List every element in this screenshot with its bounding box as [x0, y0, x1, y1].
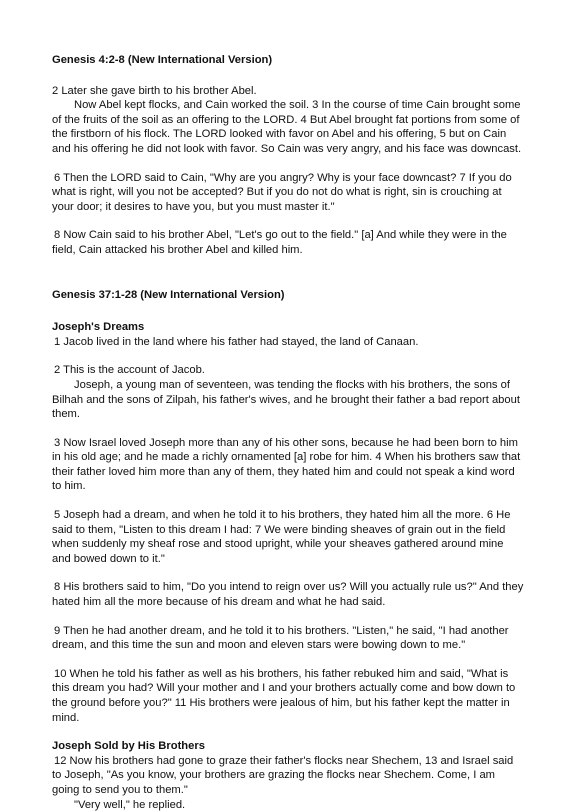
verse-paragraph: 12 Now his brothers had gone to graze their father's flocks near Shechem, 13 and Israel said to Joseph, "As you know, your brothers are grazing the flocks near Shechem. Come, I am going to send you to them." [52, 754, 514, 796]
verse-paragraph: 8 Now Cain said to his brother Abel, "Let's go out to the field." [a] And while they were in the field, Cain attacked his brother Abel and killed him. [52, 229, 507, 256]
verse-paragraph: Now Abel kept flocks, and Cain worked the soil. 3 In the course of time Cain brought some of the fruits of the soil as an offering to the LORD. 4 But Abel brought fat portions from some of the firstborn of his flock. The LORD looked with favor on Abel and his offering, 5 but on Cain and his offering he did not look with favor. So Cain was very angry, and his face was downcast. [52, 99, 522, 155]
section-heading: Genesis 37:1-28 (New International Version) [52, 288, 285, 301]
verse-paragraph: 10 When he told his father as well as his brothers, his father rebuked him and said, "What is this dream you had? Will your mother and I and your brothers actually come and bow down to the ground before you?" 11 His brothers were jealous of him, but his father kept the matter in mind. [52, 667, 516, 724]
verse-paragraph: 8 His brothers said to him, "Do you intend to reign over us? Will you actually rule us?" And they hated him all the more because of his dream and what he had said. [52, 581, 524, 609]
verse-paragraph: 2 This is the account of Jacob. [54, 364, 205, 377]
subsection-heading: Joseph's Dreams [52, 321, 145, 334]
verse-paragraph: "Very well," he replied. [74, 798, 186, 811]
section-genesis-37 [52, 288, 525, 812]
verse-paragraph: 6 Then the LORD said to Cain, "Why are you angry? Why is your face downcast? 7 If you do what is right, will you not be accepted? But if you do not do what is right, sin is crouching at your door; it desires to have you, but you must master it." [52, 171, 512, 213]
verse-paragraph: 5 Joseph had a dream, and when he told it to his brothers, they hated him all the more. 6 He said to them, "Listen to this dream I had: 7 We were binding sheaves of grain out in the field when suddenly my sheaf rose and stood upright, while your sheaves gathered around mine and bowed down to it." [52, 509, 511, 565]
verse-paragraph: Joseph, a young man of seventeen, was tending the flocks with his brothers, the sons of Bilhah and the sons of Zilpah, his father's wives, and he brought their father a bad report about them. [52, 378, 520, 421]
subsection-heading: Joseph Sold by His Brothers [52, 740, 205, 753]
verse-paragraph: 3 Now Israel loved Joseph more than any of his other sons, because he had been born to him in his old age; and he made a richly ornamented [a] robe for him. 4 When his brothers saw that their father loved him more than any of them, they hated him and could not speak a kind word to him. [52, 436, 521, 493]
verse-paragraph: 1 Jacob lived in the land where his father had stayed, the land of Canaan. [54, 335, 419, 348]
verse-paragraph: 9 Then he had another dream, and he told it to his brothers. "Listen," he said, "I had another dream, and this time the sun and moon and eleven stars were bowing down to me." [52, 624, 509, 652]
verse-paragraph: 2 Later she gave birth to his brother Abel. [52, 84, 257, 97]
section-heading: Genesis 4:2-8 (New International Version) [52, 54, 273, 66]
section-genesis-4 [52, 53, 525, 258]
